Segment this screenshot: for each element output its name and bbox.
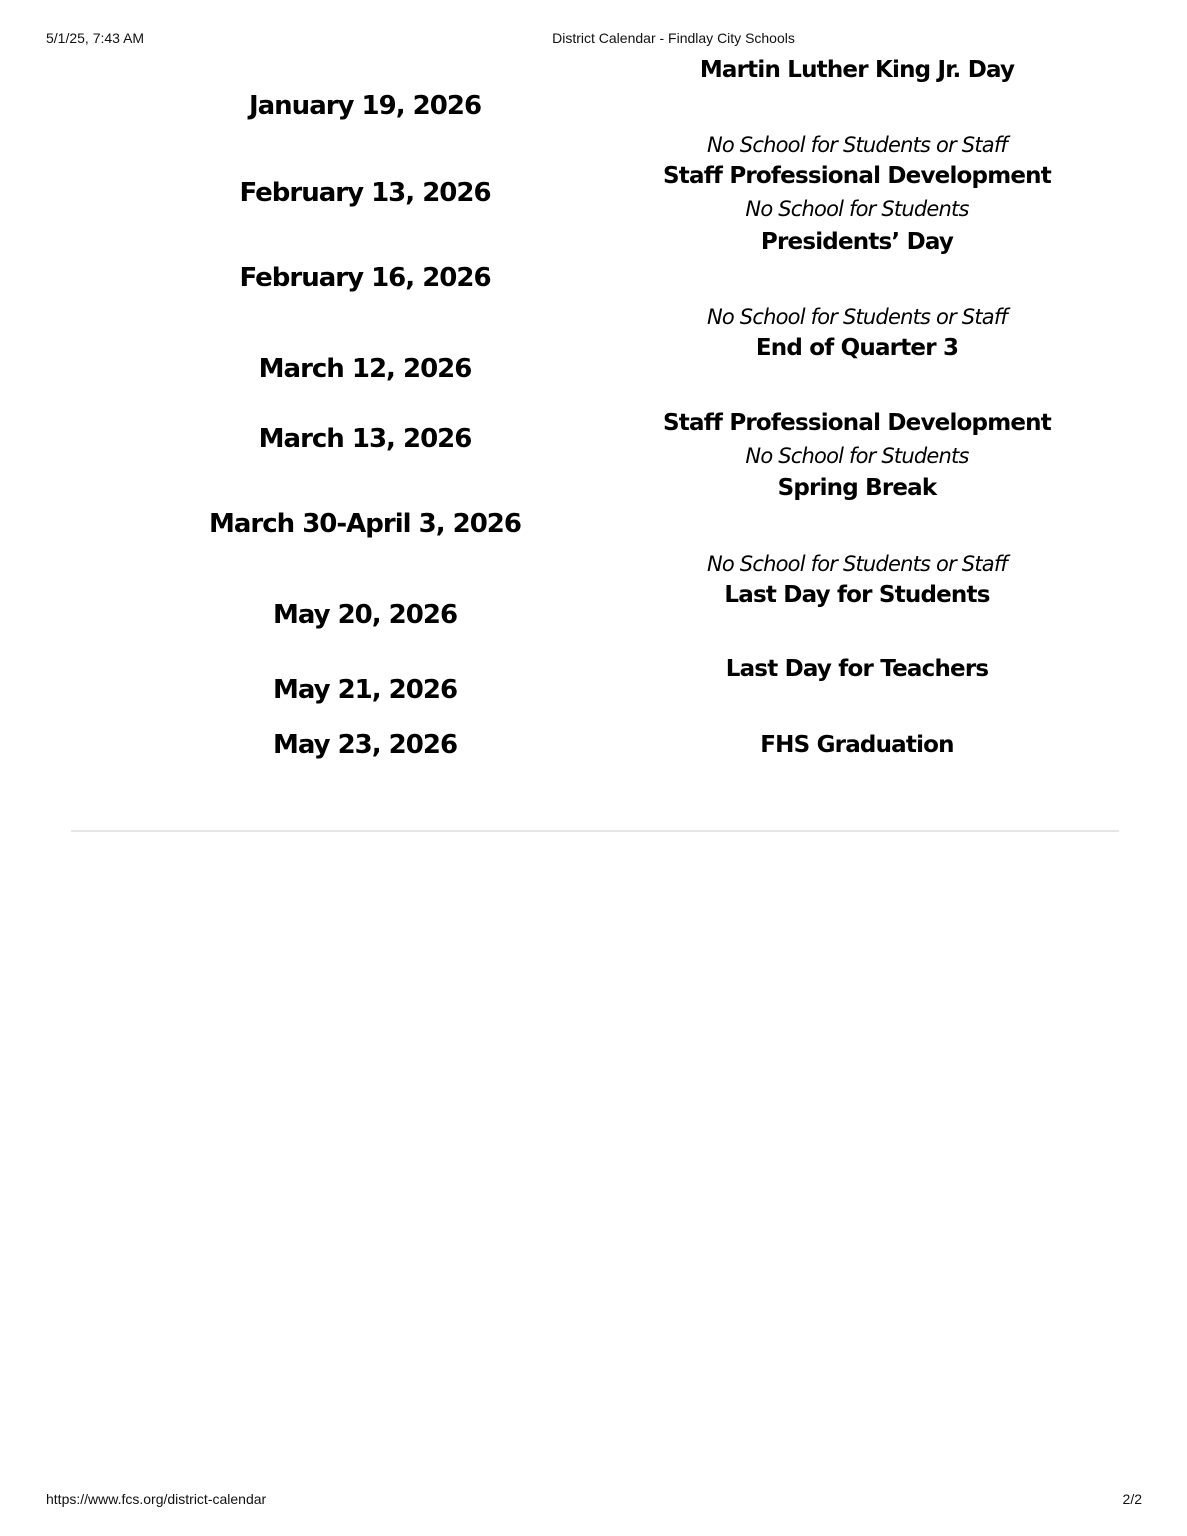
event-date: March 13, 2026 [258, 424, 472, 454]
event-title: Last Day for Teachers [725, 656, 989, 682]
print-header [0, 30, 1187, 48]
event-note: No School for Students [745, 197, 969, 221]
event-title: Staff Professional Development [663, 163, 1051, 189]
event-date: March 30-April 3, 2026 [208, 509, 522, 539]
print-page-title: District Calendar - Findlay City Schools [552, 30, 795, 46]
event-note: No School for Students or Staff [706, 133, 1008, 157]
event-date: February 13, 2026 [239, 178, 491, 208]
event-title: Spring Break [777, 475, 937, 501]
event-date: May 20, 2026 [272, 600, 458, 630]
event-title: Last Day for Students [724, 582, 990, 608]
event-date: May 21, 2026 [272, 675, 458, 705]
print-footer [0, 1491, 1187, 1509]
event-title: Martin Luther King Jr. Day [699, 57, 1015, 83]
event-title: End of Quarter 3 [755, 335, 959, 361]
event-title: FHS Graduation [760, 732, 954, 758]
event-note: No School for Students [745, 444, 969, 468]
event-date: January 19, 2026 [248, 91, 482, 121]
print-url: https://www.fcs.org/district-calendar [46, 1491, 267, 1507]
horizontal-divider [71, 830, 1119, 832]
event-title: Staff Professional Development [663, 410, 1051, 436]
event-note: No School for Students or Staff [706, 305, 1008, 329]
event-date: March 12, 2026 [258, 354, 472, 384]
event-date: February 16, 2026 [239, 263, 491, 293]
event-date: May 23, 2026 [272, 730, 458, 760]
print-timestamp: 5/1/25, 7:43 AM [46, 30, 145, 46]
event-title: Presidents’ Day [760, 229, 954, 255]
page-number: 2/2 [1122, 1491, 1142, 1507]
event-note: No School for Students or Staff [706, 552, 1008, 576]
